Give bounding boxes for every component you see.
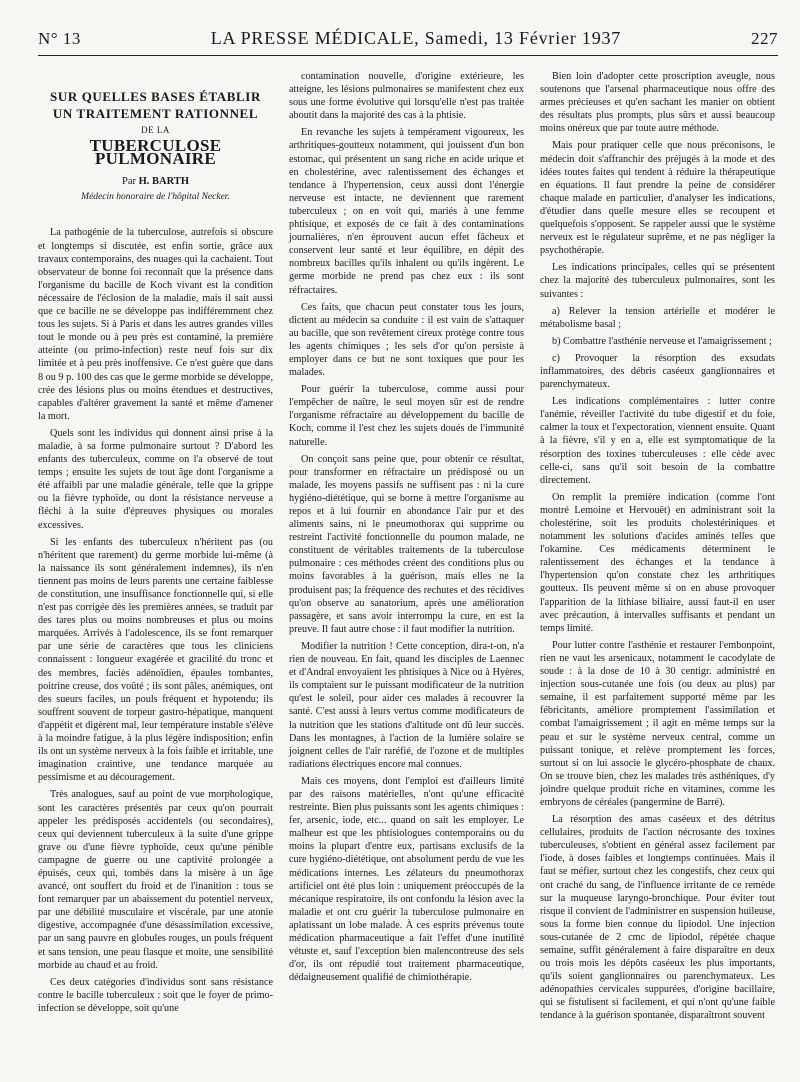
paragraph: Les indications principales, celles qui se présentent chez la majorité des tuberculeux pulmonaires, sont les suivantes : (540, 262, 775, 300)
paragraph: On remplit la première indication (comme l'ont montré Lemoine et Hervouët) en administrant soit la cholestérine, soit les produits cholestériniques et notamment les solutions d'acides aminés telles que l'okamine. Ces médicaments déterminent le ralentissement des échanges et la tendance à l'hypertension qu'on constate chez les arthritiques goutteux. Ils peuvent même si on en abuse provoquer l'apparition de la lithiase biliaire, aussi faut-il en user avec précaution, à intervalles suffisants et pendant un temps limité. (540, 491, 775, 634)
paragraph: Bien loin d'adopter cette proscription aveugle, nous soutenons que l'arsenal pharmaceutique nous offre des armes précieuses et qu'en sachant les manier on obtient des résultats plus prompts, plus sûrs et aussi beaucoup moins onéreux que par toute autre méthode. (540, 71, 775, 135)
issue-number: N° 13 (38, 29, 81, 48)
running-header (38, 28, 778, 56)
paragraph: Mais pour pratiquer celle que nous préconisons, le médecin doit s'affranchir des préjugés à la mode et des idées toutes faites qui tendent à réduire la thérapeutique en équations. Il faut prendre la peine de considérer chaque malade en particulier, d'analyser les indications, d'étudier dans quelle mesure elles se recoupent et quelquefois s'opposent. Se rappeler aussi que le système nerveux est le régulateur suprême, et ne pas négliger la psychothérapie. (540, 140, 775, 257)
author-line (38, 175, 273, 188)
title-line-4: TUBERCULOSE PULMONAIRE (89, 136, 222, 169)
column-3 (540, 70, 775, 1027)
article-columns (38, 70, 778, 1027)
paragraph: Les indications complémentaires : lutter contre l'anémie, réveiller l'activité du tube digestif et du foie, calmer la toux et l'expectoration, viennent ensuite. Quant à la fièvre, s'il y en a, elle est symptomatique de la résorption des toxines tuberculeuses : elle cède avec celle-ci, sans qu'il soit besoin de la combattre directement. (540, 396, 775, 486)
author-affiliation: Médecin honoraire de l'hôpital Necker. (81, 192, 230, 203)
paragraph: Mais ces moyens, dont l'emploi est d'ailleurs limité par des raisons matérielles, n'ont qu'une efficacité restreinte. Bien plus puissants sont les agents chimiques : fer, arsenic, iode, etc... quand on sait les employer. Le malheur est que les phtisiologues contemporains ou du moins la plupart d'entre eux, partisans exclusifs de la cure hygiéno-diététique, ont absolument perdu de vue les médications internes. Les zélateurs du pneumothorax artificiel ont été plus loin : uniquement préoccupés de la mécanique respiratoire, ils ont confondu la lésion avec la maladie et ont cru guérir la tuberculose pulmonaire en aplatissant un lobe malade. À ces esprits prévenus toute médication pharmaceutique a fait l'effet d'une inutilité vétuste et, sauf l'exception bien malencontreuse des sels d'or, ils ont répudié tout traitement pharmaceutique, dédaigneusement qualifié de chimiothérapie. (289, 775, 524, 984)
column-1 (38, 70, 273, 1027)
paragraph: c) Provoquer la résorption des exsudats inflammatoires, des débris caséeux ganglionnaires et parenchymateux. (540, 352, 775, 391)
paragraph: Ces deux catégories d'individus sont sans résistance contre le bacille tuberculeux : soit que le foyer de primo-infection se développe, soit qu'une (38, 976, 273, 1014)
paragraph: Très analogues, sauf au point de vue morphologique, sont les caractères présentés par ceux qu'on pourrait appeler les prédisposés accidentels (ou secondaires), ceux qui deviennent tuberculeux à la suite d'une grippe grave ou d'une fièvre typhoïde, ceux qu'une pénible campagne de guerre ou une captivité prolongée a épuisés, ceux qui, tombés dans la misère à un âge avancé, ont souffert du froid et de l'inanition : tous se font remarquer par un abaissement du potentiel nerveux, par une débilité musculaire et viscérale, par une atonie digestive, accompagnée d'une désassimilation excessive, par un sang pauvre en globules rouges, un pouls fréquent et sans tension, une peau flasque et moite, une sensibilité morbide au chaud et au froid. (38, 789, 273, 971)
paragraph: Pour lutter contre l'asthénie et restaurer l'embonpoint, rien ne vaut les arsenicaux, notamment le cacodylate de soude : à la dose de 10 à 30 centigr. administré en injection sous-cutanée une fois (ou deux au plus) par semaine, il est parfaitement supporté même par les fébricitants, améliore promptement l'assimilation et combat l'amaigrissement ; il agit en même temps sur la peau et sur le système nerveux central, comme un puissant tonique, et relève promptement les forces, surtout si on lui associe le glycéro-phosphate de chaux. On se trouve bien, chez les malades très asthéniques, d'y joindre quelque produit riche en vitamines, comme les embryons de céréales (pangermine de Barré). (540, 639, 775, 808)
column-1-body (38, 226, 273, 1015)
paragraph: contamination nouvelle, d'origine extérieure, les atteigne, les lésions pulmonaires se manifestent chez eux sous une forme évolutive qui lorsqu'elle n'est pas traitée aboutit dans la majorité des cas à la phtisie. (289, 71, 524, 122)
paragraph: Ces faits, que chacun peut constater tous les jours, dictent au médecin sa conduite : il est vain de s'attaquer au bacille, que son revêtement cireux protège contre tous les agents chimiques ; les sels d'or qu'on persiste à employer dans ce but ne sont toxiques que pour les malades. (289, 301, 524, 379)
paragraph: b) Combattre l'asthénie nerveuse et l'amaigrissement ; (552, 335, 772, 347)
paragraph: Modifier la nutrition ! Cette conception, dira-t-on, n'a rien de nouveau. En fait, quand les disciples de Laennec et d'Andral envoyaient les phtisiques à Nice ou à Hyères, ils comptaient sur le puissant modificateur de la nutrition qu'est le soleil, pour aider ces malades à recouvrer la santé. C'est aussi à leurs vertus comme modificateurs de la nutrition que les stations d'altitude ont dû leur succès. Dans les montagnes, à l'action de la lumière solaire se joignent celles de l'air raréfié, de l'ozone et de multiples radiations électriques encore mal connues. (289, 640, 524, 770)
paragraph: On conçoit sans peine que, pour obtenir ce résultat, pour transformer en réfractaire un prédisposé ou un malade, les moyens passifs ne suffisent pas : ni la cure hygiéno-diététique, qui se borne à mettre l'organisme au repos et à lui fournir en abondance l'air pur et des aliments sains, ni le pneumothorax qui supprime ou restreint l'activité fonctionnelle du poumon malade, ne constituent de véritables traitements de la tuberculose pulmonaire : ces méthodes créent des conditions plus ou moins favorables à la guérison, mais elles ne la produisent pas; la fréquence des rechutes et des récidives qu'on observe au sanatorium, après une amélioration passagère, et sans avoir interrompu la cure, en est la preuve. Il faut autre chose : il faut modifier la nutrition. (289, 453, 524, 635)
author-prefix: Par (121, 176, 136, 188)
page-number: 227 (751, 29, 778, 48)
column-2 (289, 70, 524, 1027)
paragraph: Pour guérir la tuberculose, comme aussi pour l'empêcher de naître, le seul moyen sûr est de rendre l'organisme réfractaire au développement du bacille de Koch, comme il l'est chez les sujets doués de l'immunité naturelle. (289, 384, 524, 448)
paragraph: La résorption des amas caséeux et des détritus cellulaires, produits de l'action nécrosante des toxines tuberculeuses, s'obtient en général assez facilement par l'iode, à doses faibles et longtemps continuées. Mais il faut se méfier, surtout chez les congestifs, chez ceux qui ont craché du sang, de l'influence irritante de ce remède sur la muqueuse laryngo-bronchique. Pour éviter tout risque il convient de l'administrer en suspension huileuse, sous la forme bien connue du lipiodol. Une injection sous-cutanée de 2 cmc de lipiodol, répétée chaque semaine, suffit généralement à faire disparaître en deux ou trois mois les dépôts caséeux les plus importants, qu'ils soient ganglionnaires ou parenchymateux. Les adénopathies cervicales suppurées, d'origine bacillaire, qui se fistulisent si facilement, et qui n'ont qu'une faible tendance à la guérison spontanée, disparaîtront souvent (540, 814, 775, 1022)
paragraph: La pathogénie de la tuberculose, autrefois si obscure et longtemps si discutée, est enfin sortie, grâce aux travaux contemporains, des nuages qui la cachaient. Tout observateur de bonne foi reconnaît que la présence dans l'organisme du bacille de Koch vivant est la condition nécessaire de l'éclosion de la maladie, mais il sait aussi que ce bacille ne se développe pas indifféremment chez tous les sujets. Si à Paris et dans les autres grandes villes tout le monde ou à peu près est contaminé, la première atteinte (ou primo-infection) reste neuf fois sur dix limitée et à peu près inoffensive. Ce n'est guère que dans 8 ou 9 p. 100 des cas que le germe morbide se développe, crée des lésions plus ou moins étendues et destructives, capables d'altérer gravement la santé et même d'amener la mort. (38, 227, 273, 422)
paragraph: a) Relever la tension artérielle et modérer le métabolisme basal ; (540, 305, 775, 330)
journal-title-date: LA PRESSE MÉDICALE, Samedi, 13 Février 1937 (210, 28, 622, 48)
title-line-3: DE LA (141, 125, 170, 135)
paragraph: Quels sont les individus qui donnent ainsi prise à la maladie, à sa forme pulmonaire surtout ? D'abord les enfants des tuberculeux, comme on l'a observé de tout temps ; ensuite les sujets de tout âge dont l'organisme a été affaibli par une maladie générale, telle que la grippe ou la fièvre typhoïde, ou dont la résistance nerveuse a fléchi à la suite d'épreuves physiques ou morales excessives. (38, 427, 273, 531)
title-line-2: UN TRAITEMENT RATIONNEL (52, 106, 259, 121)
paragraph: En revanche les sujets à tempérament vigoureux, les arthritiques-goutteux notamment, qui jouissent d'un bon estomac, qui présentent un sang riche en acide urique et en cholestérine, avec ralentissement des échanges et tendance à l'hypertension, ceux aussi dont l'énergie nerveuse est intacte, ne deviennent que rarement tuberculeux ; on en voit qui, mariés à une femme phtisique, et exposés de ce fait à des contaminations journalières, n'en éprouvent aucun effet fâcheux et conservent leur santé et leur équilibre, en dépit des nombreux bacilles qu'ils inhalent ou qu'ils ingèrent. Le germe morbide ne prend pas chez eux : ils sont réfractaires. (289, 127, 524, 296)
paragraph: Si les enfants des tuberculeux n'héritent pas (ou n'héritent que rarement) du germe morbide lui-même (à la naissance ils sont généralement indemnes), ils n'en tiennent pas moins de leurs parents une certaine faiblesse de constitution, une insuffisance fonctionnelle qui, si elle n'est pas corrigée dès les premières années, se traduit par des tares plus ou moins nombreuses et plus ou moins marquées. Arrivés à l'adolescence, ils se font remarquer par une série de caractères que tous les cliniciens connaissent : longueur exagérée et gracilité du tronc et des membres, faciès adénoïdien, épaules tombantes, poitrine creuse, dos voûté ; ils sont pâles, anémiques, ont des sueurs faciles, un pouls fréquent et hypotendu; ils souffrent souvent de torpeur gastro-hépatique, manquent d'appétit et digèrent mal, leur température instable s'élève à la moindre fatigue, à la plus légère indisposition; enfin ils ont un système nerveux à la fois faible et irritable, une imagination craintive, une tendance marquée au pessimisme et au découragement. (38, 536, 273, 784)
author-name: H. BARTH (138, 176, 189, 188)
article-title-block (38, 88, 273, 204)
title-line-1: SUR QUELLES BASES ÉTABLIR (50, 89, 261, 104)
